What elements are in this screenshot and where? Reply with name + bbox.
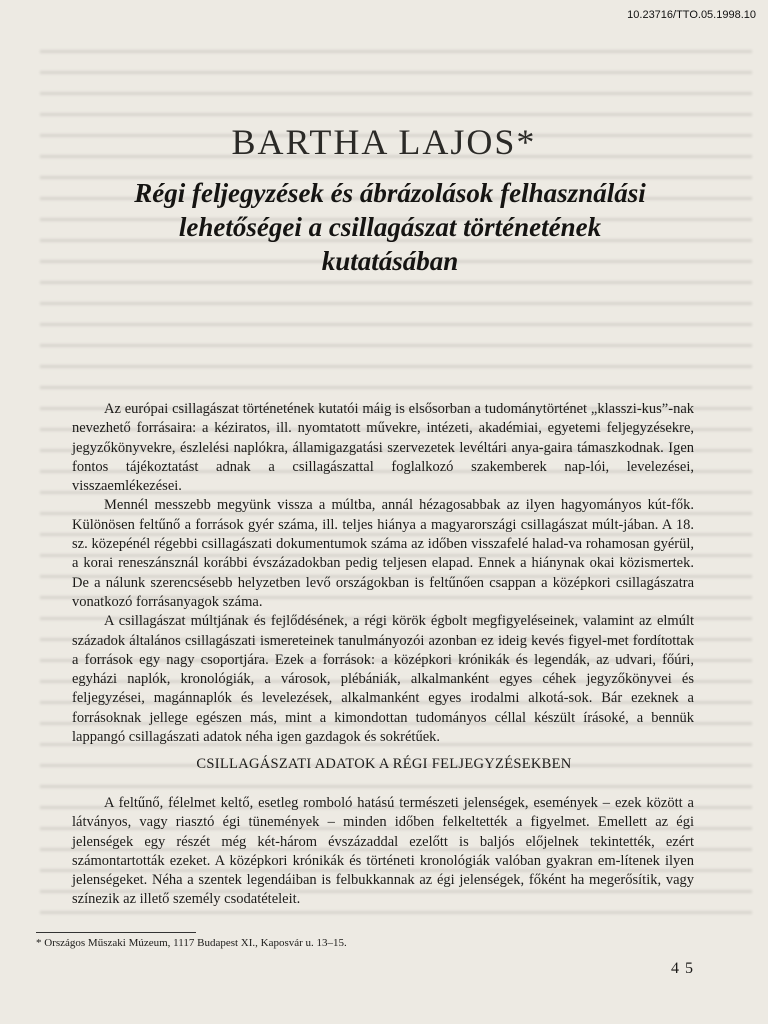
paragraph: Az európai csillagászat történetének kutatói máig is elsősorban a tudománytörténet „klasszi-kus”-nak nevezhető forrásaira: a kéziratos, ill. nyomtatott művekre, intézeti, akadémiai, egyetemi feljegyzésekre, jegyzőkönyvekre, észlelési naplókra, államigazgatási szervezetek levéltári anya-gaira támaszkodnak. Igen fontos tájékoztatást adnak a csillagászattal foglalkozó szakemberek nap-lói, levelezései, visszaemlékezései. [72, 401, 694, 495]
title-line: lehetőségei a csillagászat történetének [178, 212, 602, 242]
page-number: 4 5 [671, 960, 694, 977]
title-line: Régi feljegyzések és ábrázolások felhasználási [134, 178, 646, 208]
section-heading: CSILLAGÁSZATI ADATOK A RÉGI FELJEGYZÉSEKBEN [196, 756, 572, 772]
section-body [72, 794, 694, 910]
author-name: BARTHA LAJOS* [231, 122, 537, 162]
paragraph: A csillagászat múltjának és fejlődésének, a régi körök égbolt megfigyeléseinek, valamint az elmúlt századok általános csillagászati ismereteinek tanulmányozói azonban ez ideig kevés figyel-met fordítottak a források egy nagy csoportjára. Ezek a források: a középkori krónikák és legendák, az udvari, főúri, egyházi naplók, kronológiák, a városok, plébániák, alkalmanként egyes céhek jegyzőkönyvei és feljegyzései, magánnaplók és levelezések, alkalmanként egyes irodalmi alkotá-sok. Bár ezeknek a forrásoknak jellege egészen más, mint a kimondottan tudományos céllal készült írásoké, a bennük lappangó csillagászati adatok néha igen gazdagok és sokrétűek. [72, 613, 694, 746]
intro-body [72, 400, 694, 747]
article-title [90, 176, 690, 278]
paragraph: A feltűnő, félelmet keltő, esetleg romboló hatású természeti jelenségek, események – ezek között a látványos, vagy riasztó égi tünemények – minden időben felkeltették a figyelmet. Emellett az égi jelenségek egy részét még két-három évszázaddal ezelőtt is baljós előjelnek tekintették, ezért számontartották ezeket. A középkori krónikák és történeti kronológiák valóban gyakran em-lítenek ilyen jelenségeket. Néha a szentek legendáiban is felbukkannak az égi jelenségek, főként ha megerősítik, vagy színezik az illető személy csodatételeit. [72, 795, 694, 908]
title-line: kutatásában [321, 246, 459, 276]
footnote: * Országos Műszaki Múzeum, 1117 Budapest XI., Kaposvár u. 13–15. [36, 937, 347, 949]
footnote-divider [36, 932, 196, 933]
paragraph: Mennél messzebb megyünk vissza a múltba, annál hézagosabbak az ilyen hagyományos kút-fők. Különösen feltűnő a források gyér száma, ill. teljes hiánya a magyarországi csillagászat múlt-jában. A 18. sz. közepénél régebbi csillagászati dokumentumok száma az időben visszafelé halad-va rohamosan gyérül, a korai reneszánsznál korábbi évszázadokban pedig teljesen elapad. Ennek a hiánynak okai közismertek. De a nálunk szerencsésebb helyzetben levő országokban is feltűnően csappan a középkori csillagászatra vonatkozó forrásanyagok száma. [72, 497, 694, 610]
doi-label: 10.23716/TTO.05.1998.10 [627, 9, 756, 21]
